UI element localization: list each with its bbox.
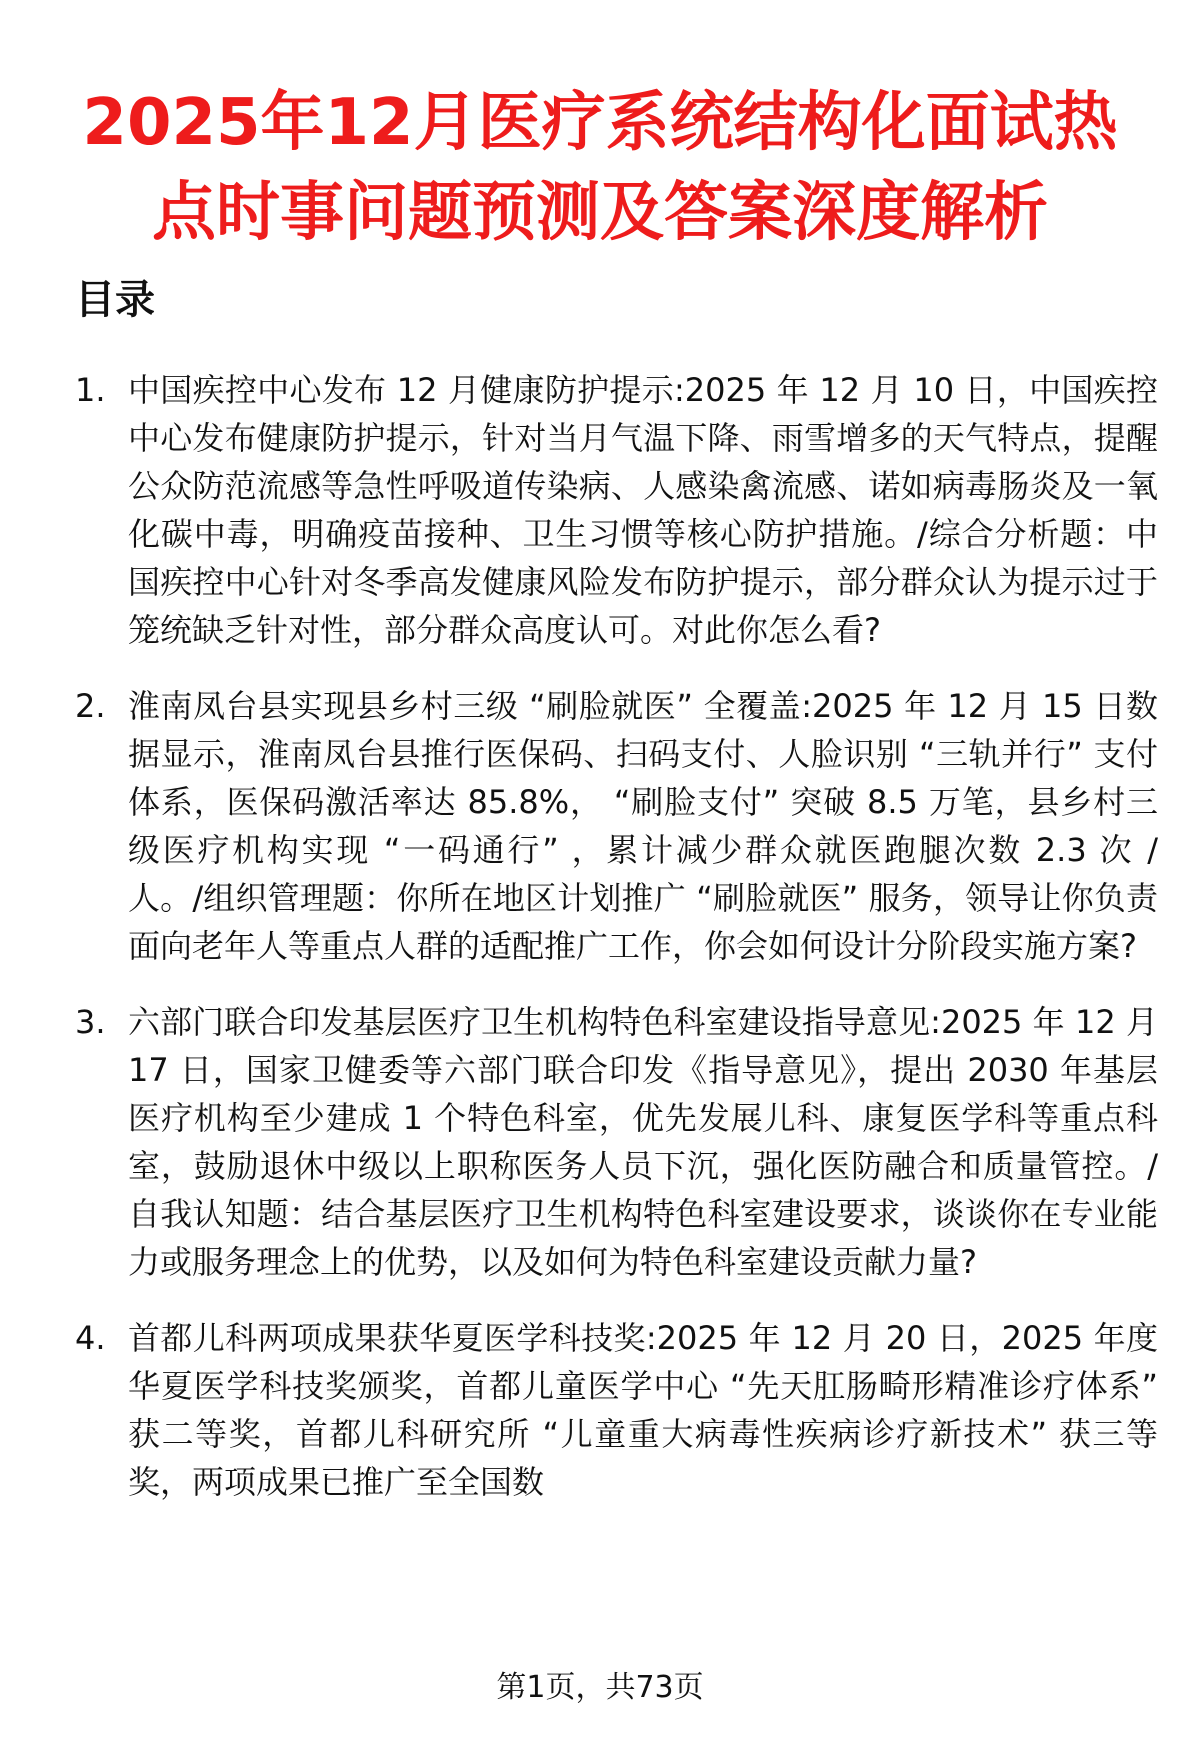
list-item (0, 998, 1200, 1286)
item-text: 中国疾控中心发布 12 月健康防护提示:2025 年 12 月 10 日，中国疾控中心发布健康防护提示，针对当月气温下降、雨雪增多的天气特点，提醒公众防范流感等急性呼吸道传染病、人感染禽流感、诺如病毒肠炎及一氧化碳中毒，明确疫苗接种、卫生习惯等核心防护措施。/综合分析题：中国疾控中心针对冬季高发健康风险发布防护提示，部分群众认为提示过于笼统缺乏针对性，部分群众高度认可。对此你怎么看? (128, 371, 1158, 649)
item-number: 3. (75, 1003, 106, 1041)
item-text: 淮南凤台县实现县乡村三级 “刷脸就医” 全覆盖:2025 年 12 月 15 日数据显示，淮南凤台县推行医保码、扫码支付、人脸识别 “三轨并行” 支付体系，医保码激活率达 85.8%， “刷脸支付” 突破 8.5 万笔，县乡村三级医疗机构实现 “一码通行” ，累计减少群众就医跑腿次数 2.3 次 / 人。/组织管理题：你所在地区计划推广 “刷脸就医” 服务，领导让你负责面向老年人等重点人群的适配推广工作，你会如何设计分阶段实施方案? (128, 687, 1158, 965)
item-number: 2. (75, 687, 106, 725)
item-number: 1. (75, 371, 106, 409)
item-number: 4. (75, 1319, 106, 1357)
list-item (0, 682, 1200, 970)
list-item (0, 366, 1200, 654)
page-footer: 第1页，共73页 (496, 1670, 704, 1705)
question-list (0, 366, 1200, 1534)
item-text: 首都儿科两项成果获华夏医学科技奖:2025 年 12 月 20 日，2025 年度华夏医学科技奖颁奖，首都儿童医学中心 “先天肛肠畸形精准诊疗体系” 获二等奖，首都儿科研究所 “儿童重大病毒性疾病诊疗新技术” 获三等奖，两项成果已推广至全国数 (128, 1319, 1158, 1501)
list-item (0, 1314, 1200, 1506)
toc-heading: 目录 (75, 277, 155, 323)
item-text: 六部门联合印发基层医疗卫生机构特色科室建设指导意见:2025 年 12 月 17 日，国家卫健委等六部门联合印发《指导意见》，提出 2030 年基层医疗机构至少建成 1 个特色科室，优先发展儿科、康复医学科等重点科室，鼓励退休中级以上职称医务人员下沉，强化医防融合和质量管控。/自我认知题：结合基层医疗卫生机构特色科室建设要求，谈谈你在专业能力或服务理念上的优势，以及如何为特色科室建设贡献力量? (128, 1003, 1158, 1281)
page-title: 2025年12月医疗系统结构化面试热点时事问题预测及答案深度解析 (82, 86, 1118, 250)
